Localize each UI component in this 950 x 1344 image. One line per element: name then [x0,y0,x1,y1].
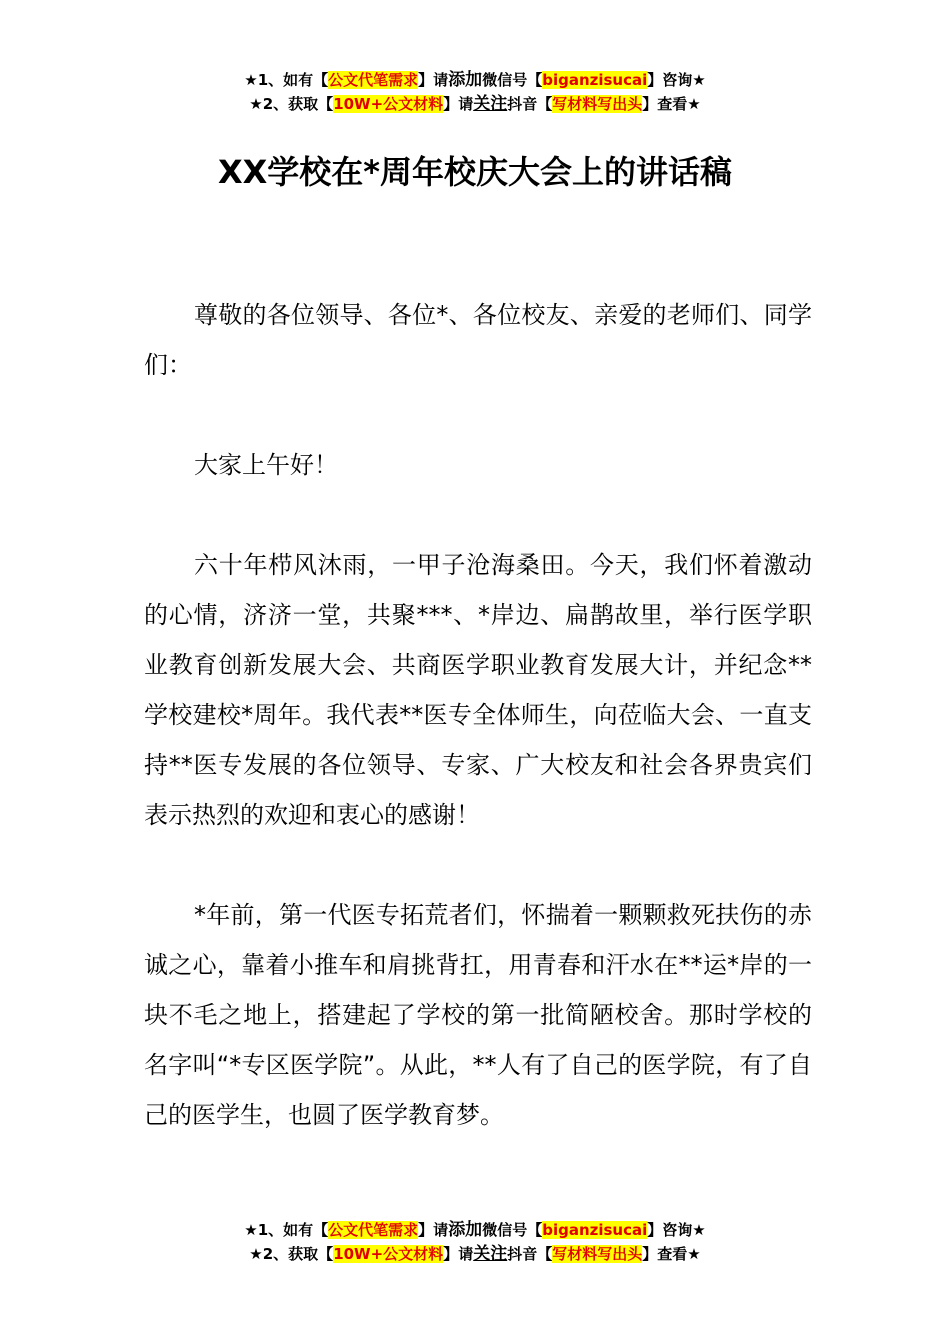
header-promo-banner [0,68,950,116]
body-paragraph: 六十年栉风沐雨，一甲子沧海桑田。今天，我们怀着激动的心情，济济一堂，共聚***、*岸边、扁鹊故里，举行医学职业教育创新发展大会、共商医学职业教育发展大计，并纪念**学校建校*周年。我代表**医专全体师生，向莅临大会、一直支持**医专发展的各位领导、专家、广大校友和社会各界贵宾们表示热烈的欢迎和衷心的感谢！ [144,551,812,829]
promo-wechat-id: biganzisucai [542,1221,648,1239]
promo-emphasis: 关注 [473,94,508,114]
promo-text: ★2、获取【 [249,1245,334,1263]
promo-line-1 [0,1218,950,1242]
promo-text: ★1、如有【 [244,1221,329,1239]
promo-text: 抖音【 [507,1245,553,1263]
promo-emphasis: 添加 [448,1220,483,1240]
footer-promo-banner [0,1218,950,1266]
greeting-paragraph: 大家上午好！ [194,451,338,479]
promo-text: 】咨询★ [647,1221,706,1239]
promo-emphasis: 添加 [448,70,483,90]
promo-text: 】请 [418,1221,449,1239]
promo-text: 】查看★ [642,95,701,113]
promo-text: 抖音【 [507,95,553,113]
promo-text: 】请 [418,71,449,89]
promo-text: 微信号【 [482,1221,543,1239]
promo-highlight: 10W+公文材料 [333,1245,444,1263]
promo-emphasis: 关注 [473,1244,508,1264]
promo-line-2 [0,1242,950,1266]
promo-douyin-id: 写材料写出头 [552,95,643,113]
promo-highlight: 10W+公文材料 [333,95,444,113]
promo-text: ★1、如有【 [244,71,329,89]
body-paragraph: *年前，第一代医专拓荒者们，怀揣着一颗颗救死扶伤的赤诚之心，靠着小推车和肩挑背扛，用青春和汗水在**运*岸的一块不毛之地上，搭建起了学校的第一批简陋校舍。那时学校的名字叫“*专区医学院”。从此，**人有了自己的医学院，有了自己的医学生，也圆了医学教育梦。 [144,901,812,1129]
promo-douyin-id: 写材料写出头 [552,1245,643,1263]
promo-text: ★2、获取【 [249,95,334,113]
promo-wechat-id: biganzisucai [542,71,648,89]
promo-text: 微信号【 [482,71,543,89]
document-body [144,290,812,1190]
promo-text: 】请 [443,1245,474,1263]
promo-highlight: 公文代笔需求 [328,1221,419,1239]
promo-text: 】查看★ [642,1245,701,1263]
document-title: XX学校在*周年校庆大会上的讲话稿 [217,153,733,191]
promo-text: 】咨询★ [647,71,706,89]
promo-text: 】请 [443,95,474,113]
salutation-paragraph: 尊敬的各位领导、各位*、各位校友、亲爱的老师们、同学们： [144,301,812,379]
promo-line-2 [0,92,950,116]
promo-highlight: 公文代笔需求 [328,71,419,89]
promo-line-1 [0,68,950,92]
